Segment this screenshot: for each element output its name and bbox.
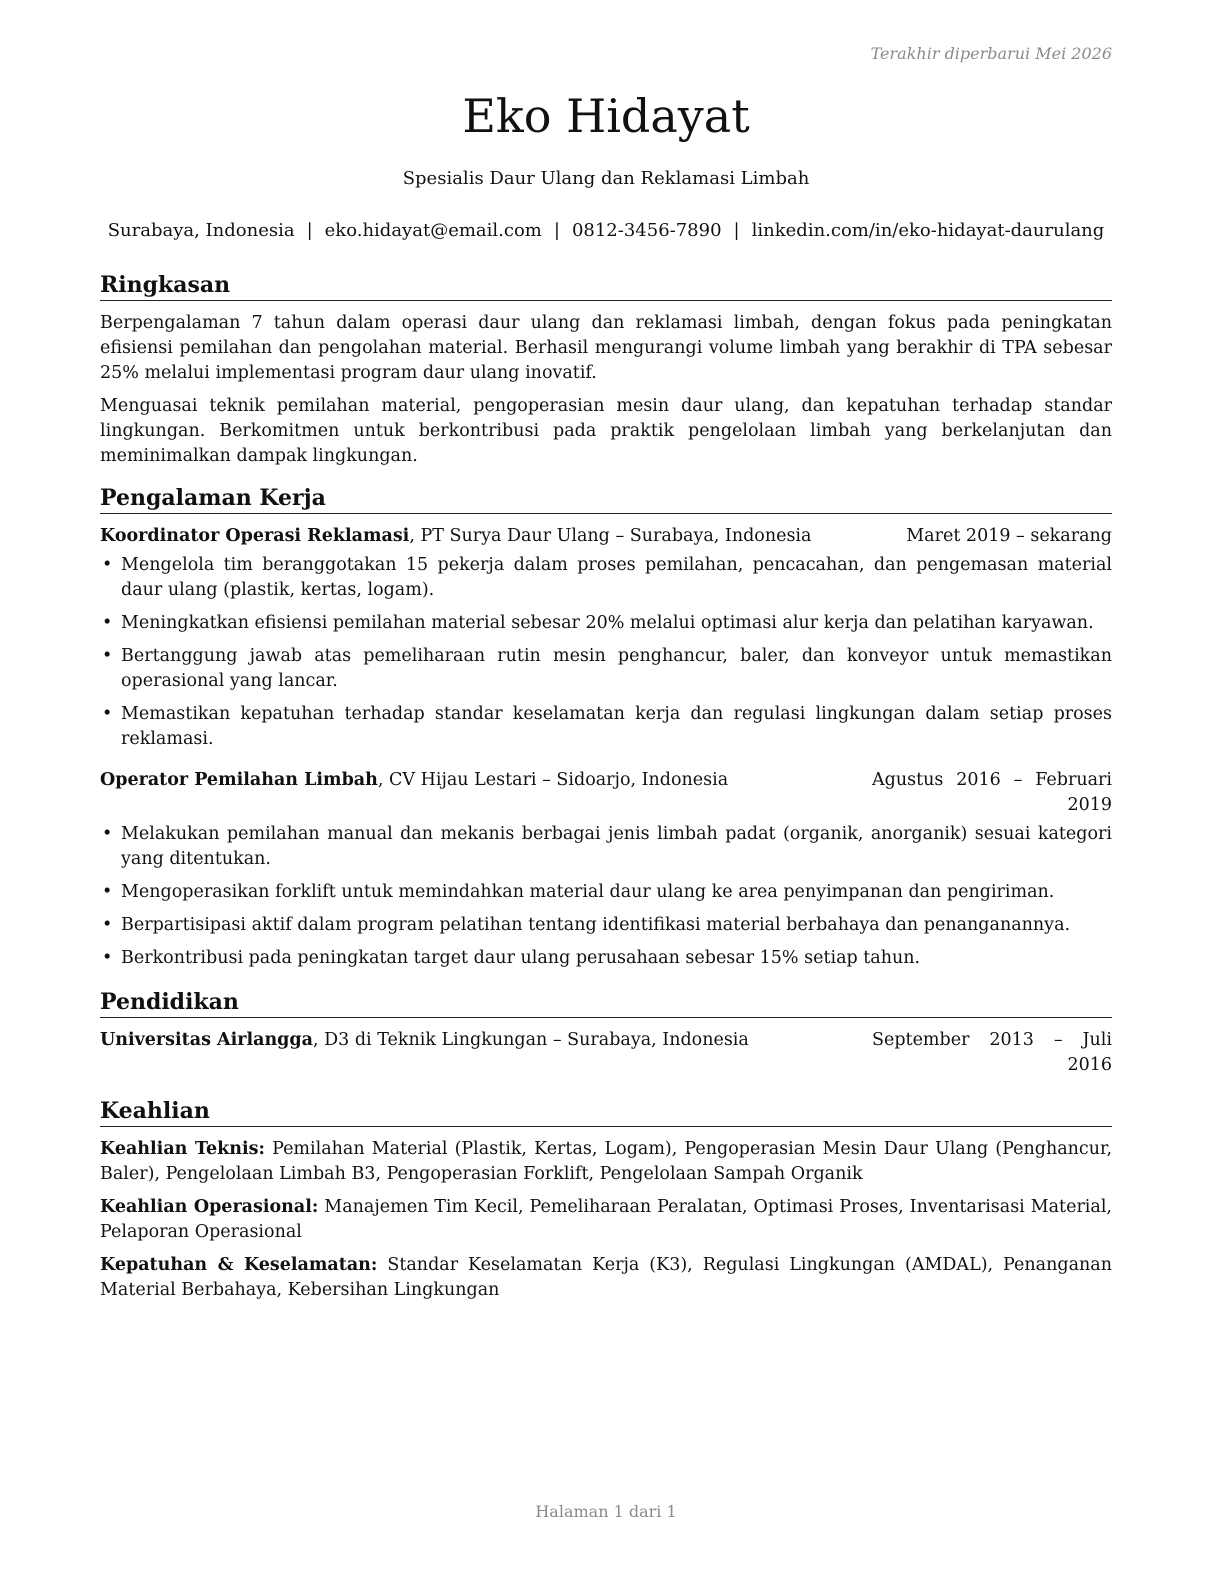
section-title-experience: Pengalaman Kerja — [100, 483, 1112, 514]
job-dates: Agustus 2016 – Februari 2019 — [872, 770, 1112, 815]
job-company: , CV Hijau Lestari – Sidoarjo, Indonesia — [377, 770, 729, 790]
candidate-name: Eko Hidayat — [462, 89, 750, 143]
resume-page — [100, 0, 1112, 1584]
skill-group — [100, 1253, 1112, 1303]
education-detail: , D3 di Teknik Lingkungan – Surabaya, Indonesia — [313, 1030, 749, 1050]
list-item: • Berkontribusi pada peningkatan target daur ulang perusahaan sebesar 15% setiap tahun. — [100, 946, 1112, 971]
candidate-title: Spesialis Daur Ulang dan Reklamasi Limbah — [402, 168, 810, 189]
list-item: • Meningkatkan efisiensi pemilahan material sebesar 20% melalui optimasi alur kerja dan pelatihan karyawan. — [100, 611, 1112, 636]
skill-group — [100, 1137, 1112, 1187]
skill-text: Pemilahan Material (Plastik, Kertas, Logam), Pengoperasian Mesin Daur Ulang (Penghancur, Baler), Pengelolaan Limbah B3, Pengoperasian Forklift, Pengelolaan Sampah Organik — [100, 1139, 1113, 1184]
skill-group — [100, 1195, 1112, 1245]
contact-linkedin[interactable]: linkedin.com/in/eko-hidayat-daurulang — [751, 220, 1105, 241]
section-title-summary: Ringkasan — [100, 270, 1112, 301]
summary-section — [100, 270, 1112, 469]
section-title-skills: Keahlian — [100, 1096, 1112, 1127]
section-title-education: Pendidikan — [100, 987, 1112, 1018]
resume-content — [100, 270, 1112, 1317]
skill-label: Keahlian Operasional: — [100, 1197, 319, 1217]
list-item: • Melakukan pemilahan manual dan mekanis berbagai jenis limbah padat (organik, anorganik) sesuai kategori yang ditentukan. — [100, 822, 1112, 872]
education-section — [100, 987, 1112, 1078]
job-bullets — [100, 553, 1112, 752]
job-role: Koordinator Operasi Reklamasi — [100, 526, 410, 546]
contact-separator: | — [553, 220, 560, 241]
summary-paragraph: Berpengalaman 7 tahun dalam operasi daur ulang dan reklamasi limbah, dengan fokus pada peningkatan efisiensi pemilahan dan pengolahan material. Berhasil mengurangi volume limbah yang berakhir di TPA sebesar 25% melalui implementasi program daur ulang inovatif. — [100, 313, 1112, 383]
education-dates: September 2013 – Juli 2016 — [872, 1030, 1112, 1075]
job-bullets — [100, 822, 1112, 971]
contact-phone: 0812-3456-7890 — [571, 220, 722, 241]
job-header — [100, 768, 1112, 818]
contact-separator: | — [733, 220, 740, 241]
list-item: • Mengoperasikan forklift untuk memindahkan material daur ulang ke area penyimpanan dan pengiriman. — [100, 880, 1112, 905]
list-item: • Mengelola tim beranggotakan 15 pekerja dalam proses pemilahan, pencacahan, dan pengemasan material daur ulang (plastik, kertas, logam). — [100, 553, 1112, 603]
job-entry — [100, 524, 1112, 752]
job-entry — [100, 768, 1112, 971]
skill-text: Standar Keselamatan Kerja (K3), Regulasi Lingkungan (AMDAL), Penanganan Material Berbahaya, Kebersihan Lingkungan — [100, 1255, 1112, 1300]
page-number: Halaman 1 dari 1 — [535, 1502, 677, 1521]
last-updated: Terakhir diperbarui Mei 2026 — [870, 44, 1112, 63]
experience-section — [100, 483, 1112, 971]
job-company: , PT Surya Daur Ulang – Surabaya, Indonesia — [409, 526, 812, 546]
skill-label: Keahlian Teknis: — [100, 1139, 265, 1159]
list-item: • Bertanggung jawab atas pemeliharaan rutin mesin penghancur, baler, dan konveyor untuk memastikan operasional yang lancar. — [100, 644, 1112, 694]
skill-text: Manajemen Tim Kecil, Pemeliharaan Peralatan, Optimasi Proses, Inventarisasi Material, Pelaporan Operasional — [100, 1197, 1112, 1242]
job-header — [100, 524, 1112, 549]
contact-line — [90, 219, 1122, 243]
contact-separator: | — [306, 220, 313, 241]
education-entry — [100, 1028, 1112, 1078]
list-item: • Memastikan kepatuhan terhadap standar keselamatan kerja dan regulasi lingkungan dalam setiap proses reklamasi. — [100, 702, 1112, 752]
contact-location: Surabaya, Indonesia — [107, 220, 295, 241]
job-role: Operator Pemilahan Limbah — [100, 770, 378, 790]
education-school: Universitas Airlangga — [100, 1030, 313, 1050]
job-dates: Maret 2019 – sekarang — [906, 526, 1112, 546]
summary-paragraph: Menguasai teknik pemilahan material, pengoperasian mesin daur ulang, dan kepatuhan terhadap standar lingkungan. Berkomitmen untuk berkontribusi pada praktik pengelolaan limbah yang berkelanjutan dan meminimalkan dampak lingkungan. — [100, 396, 1112, 466]
list-item: • Berpartisipasi aktif dalam program pelatihan tentang identifikasi material berbahaya dan penanganannya. — [100, 913, 1112, 938]
skills-section — [100, 1096, 1112, 1303]
contact-email[interactable]: eko.hidayat@email.com — [324, 220, 542, 241]
skill-label: Kepatuhan & Keselamatan: — [100, 1255, 378, 1275]
